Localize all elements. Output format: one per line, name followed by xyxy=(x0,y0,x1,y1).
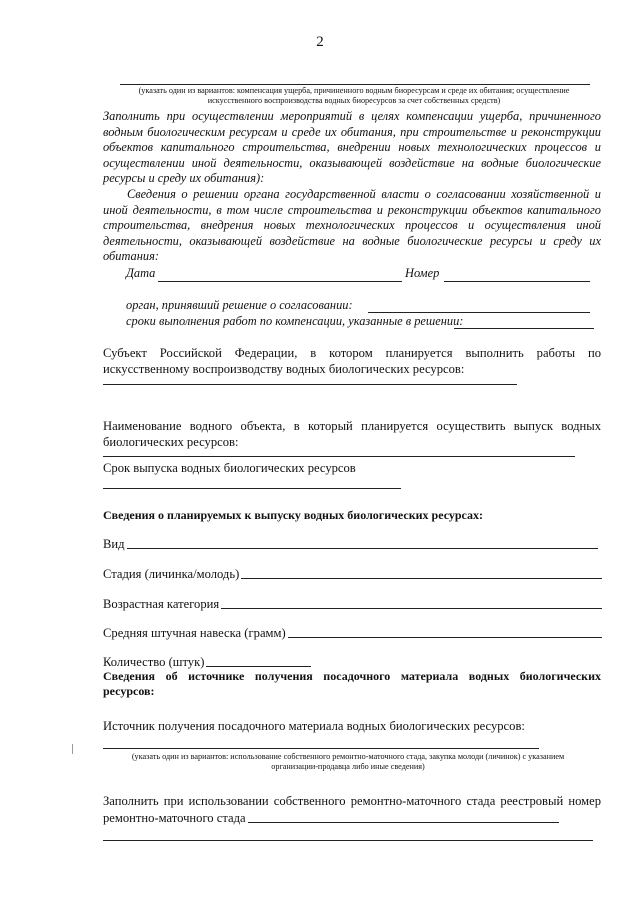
deadline-label: сроки выполнения работ по компенсации, указанные в решении: xyxy=(126,314,464,328)
deadline-line[interactable] xyxy=(454,328,594,329)
subject-text: Субъект Российской Федерации, в котором планируется выполнить работы по искусственному воспроизводству водных биологических ресурсов: xyxy=(103,346,601,376)
authority-label: орган, принявший решение о согласовании: xyxy=(126,298,353,312)
broodstock-label: ремонтно-маточного стада xyxy=(103,811,246,825)
stage-field[interactable] xyxy=(103,566,602,582)
source-note xyxy=(110,752,586,772)
water-body-line[interactable] xyxy=(103,456,575,457)
quantity-field[interactable] xyxy=(103,654,311,670)
source-note-line2: организации-продавца либо иные сведения) xyxy=(271,762,425,771)
source-label: Источник получения посадочного материала водных биологических ресурсов: xyxy=(103,719,525,733)
margin-mark xyxy=(72,744,73,754)
species-field[interactable] xyxy=(103,536,598,552)
source-line[interactable] xyxy=(103,748,539,749)
top-note xyxy=(104,86,604,106)
stage-label: Стадия (личинка/молодь) xyxy=(103,567,240,581)
species-label: Вид xyxy=(103,537,125,551)
age-field[interactable] xyxy=(103,596,602,612)
authority-line[interactable] xyxy=(368,312,590,313)
date-line[interactable] xyxy=(158,281,402,282)
broodstock-line[interactable] xyxy=(248,821,559,823)
date-label: Дата xyxy=(126,266,156,280)
release-period-line[interactable] xyxy=(103,488,401,489)
source-note-line1: (указать один из вариантов: использование собственного ремонтно-маточного стада, закупка молоди (личинок) с указанием xyxy=(131,752,565,761)
species-line[interactable] xyxy=(127,547,598,549)
top-note-line2: искусственного воспроизводства водных биоресурсов за счет собственных средств) xyxy=(207,96,501,105)
fill-instruction: Заполнить при осуществлении мероприятий в целях компенсации ущерба, причиненного водным биологическим ресурсам и среде их обитания, при строительстве и реконструкции объектов капитального строительства, внедрении новых технологических процессов и осуществлении иной деятельности, оказывающей воздействие на водные биологические ресурсы и среду их обитания): xyxy=(103,109,601,186)
stage-line[interactable] xyxy=(241,577,602,579)
bottom-line[interactable] xyxy=(103,840,593,841)
subject-line[interactable] xyxy=(103,384,517,385)
broodstock-text: Заполнить при использовании собственного ремонтно-маточного стада реестровый номер xyxy=(103,794,601,808)
top-note-line1: (указать один из вариантов: компенсация ущерба, причиненного водным биоресурсам и среде их обитания; осуществление xyxy=(138,86,570,95)
broodstock-field[interactable] xyxy=(103,810,559,826)
weight-field[interactable] xyxy=(103,625,602,641)
weight-label: Средняя штучная навеска (грамм) xyxy=(103,626,286,640)
page-number: 2 xyxy=(316,34,324,50)
number-line[interactable] xyxy=(444,281,590,282)
quantity-line[interactable] xyxy=(206,665,311,667)
age-line[interactable] xyxy=(221,607,602,609)
date-field xyxy=(126,266,306,282)
release-period-label: Срок выпуска водных биологических ресурсов xyxy=(103,461,356,475)
age-label: Возрастная категория xyxy=(103,597,220,611)
planned-heading: Сведения о планируемых к выпуску водных биологических ресурсах: xyxy=(103,508,484,522)
top-underline xyxy=(120,84,590,85)
weight-line[interactable] xyxy=(288,636,602,638)
decision-info: Сведения о решении органа государственной власти о согласовании хозяйственной и иной деятельности, в том числе строительства и реконструкции объектов капитального строительства, внедрения новых технологических процессов и осуществления иной деятельности, оказывающей воздействие на водные биологические ресурсы и среду их обитания: xyxy=(103,187,601,264)
water-body-text: Наименование водного объекта, в который планируется осуществить выпуск водных биологических ресурсов: xyxy=(103,419,601,449)
source-heading: Сведения об источнике получения посадочного материала водных биологических ресурсов: xyxy=(103,669,601,698)
quantity-label: Количество (штук) xyxy=(103,655,205,669)
number-label: Номер xyxy=(405,266,440,280)
